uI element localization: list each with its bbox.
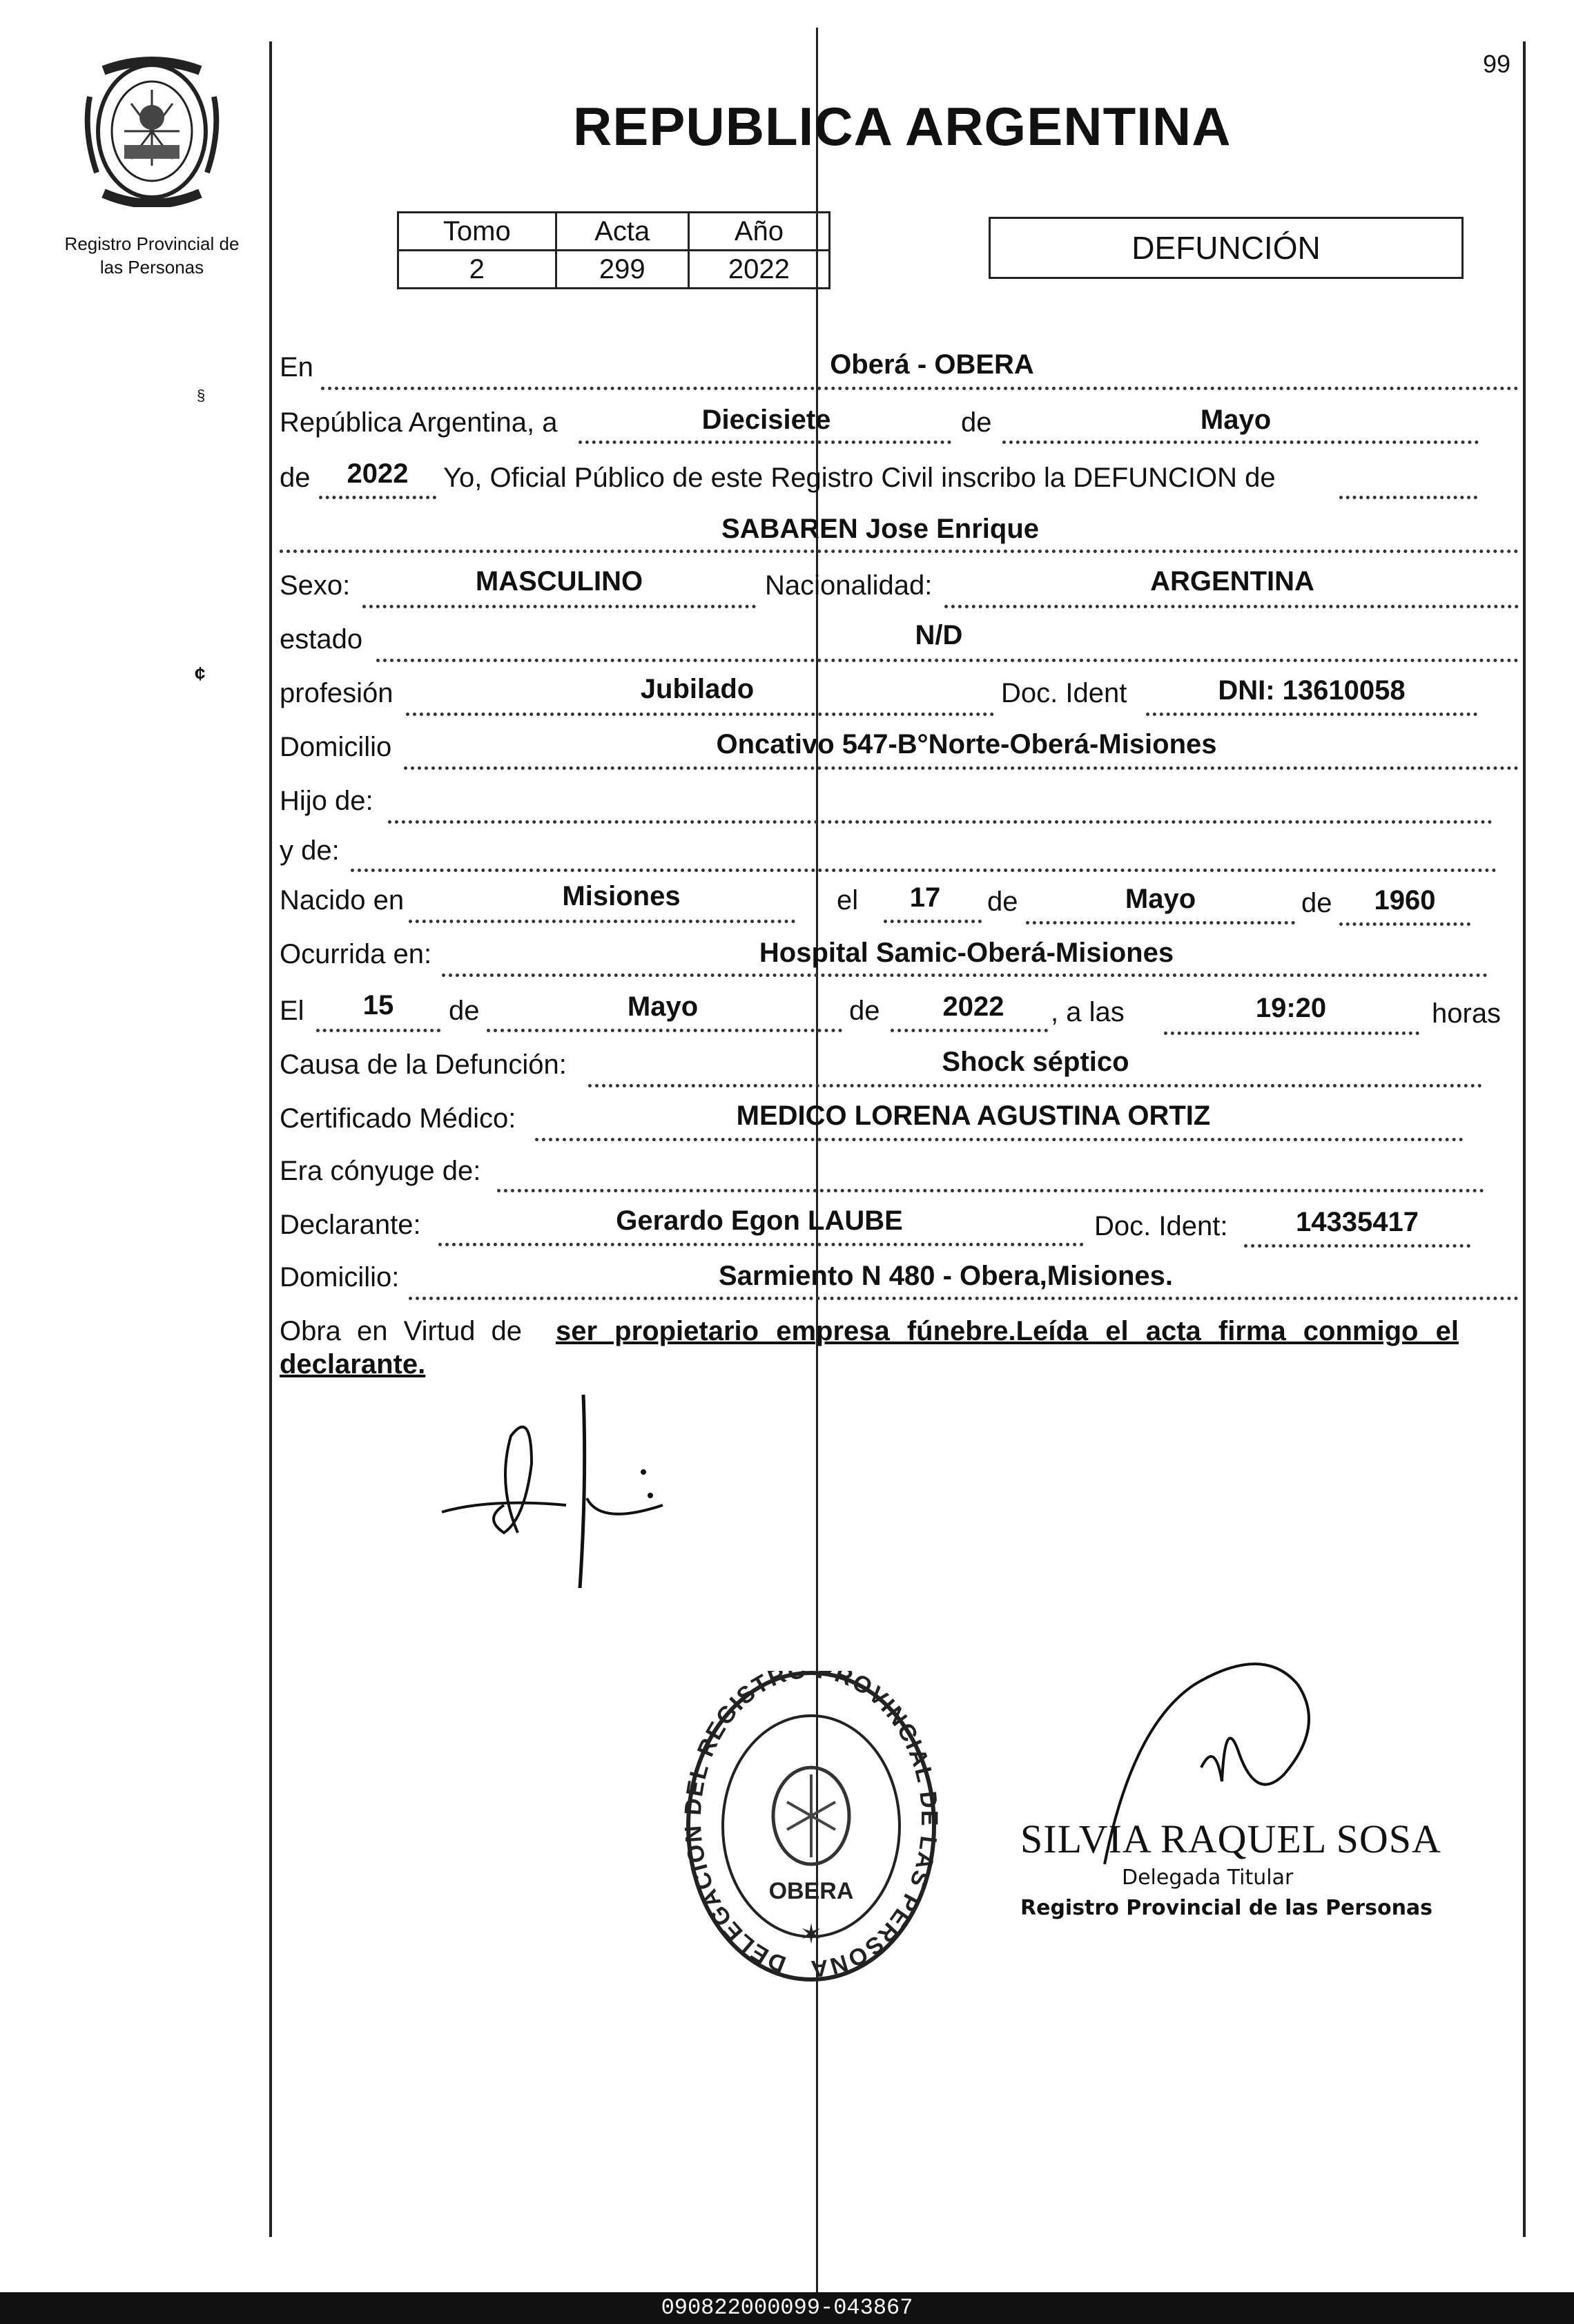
stamp-city: OBERA <box>768 1878 854 1904</box>
nacido-line <box>409 920 795 923</box>
nac-dia-value: 17 <box>909 882 941 913</box>
el2-label: El <box>280 996 304 1026</box>
svg-text:✶: ✶ <box>799 1919 823 1950</box>
obra-value: ser propietario empresa fúnebre.Leída el acta firma conmigo el <box>556 1316 1459 1346</box>
doc-label: Doc. Ident <box>1001 678 1127 708</box>
en-value: Oberá - OBERA <box>830 349 1034 380</box>
anio-line <box>319 496 436 499</box>
hora-line <box>1164 1032 1419 1035</box>
declarante-value: Gerardo Egon LAUBE <box>616 1205 903 1236</box>
mes-value: Mayo <box>1200 405 1272 435</box>
doc2-line <box>1244 1244 1470 1248</box>
nac-mes-value: Mayo <box>1125 884 1196 914</box>
obra-value-continued: declarante. <box>280 1349 426 1379</box>
hijo-label: Hijo de: <box>280 786 373 816</box>
sexo-label: Sexo: <box>280 570 351 601</box>
nac-anio-line <box>1339 922 1470 926</box>
el-label: el <box>837 885 859 916</box>
profesion-line <box>406 713 994 716</box>
margin-mark: § <box>197 387 206 404</box>
republica-label: República Argentina, a <box>280 407 558 438</box>
mes-line <box>1002 440 1479 444</box>
register-header-acta: Acta <box>556 213 688 251</box>
nacionalidad-value: ARGENTINA <box>1150 566 1314 597</box>
yde-label: y de: <box>280 835 340 866</box>
declarante-line <box>438 1243 1084 1246</box>
nacido-label: Nacido en <box>280 885 405 916</box>
nombre-line <box>280 550 1519 553</box>
causa-line <box>588 1084 1482 1087</box>
conyuge-label: Era cónyuge de: <box>280 1156 481 1186</box>
def-anio-value: 2022 <box>942 991 1004 1022</box>
registry-line-2: las Personas <box>99 257 204 278</box>
anio-value: 2022 <box>347 458 409 489</box>
stamp-icon <box>683 1671 939 1995</box>
de-label: de <box>961 407 992 438</box>
obra-label: Obra en Virtud de <box>280 1316 523 1346</box>
official-office: Registro Provincial de las Personas <box>1020 1896 1433 1920</box>
margin-mark: ¢ <box>195 663 206 684</box>
causa-value: Shock séptico <box>942 1047 1129 1077</box>
stamp-ring-text: DELEGACIO EL REGISTRO PROVINCIAL LAS PERSONA <box>683 1671 939 1982</box>
def-anio-line <box>891 1029 1048 1032</box>
def-de2-label: de <box>849 996 880 1026</box>
ocurrida-value: Hospital Samic-Oberá-Misiones <box>759 938 1174 968</box>
hora-value: 19:20 <box>1255 993 1327 1023</box>
def-dia-line <box>316 1029 440 1032</box>
doc2-label: Doc. Ident: <box>1094 1211 1228 1241</box>
domicilio2-line <box>409 1297 1519 1300</box>
register-table <box>397 211 830 289</box>
register-header-anio: Año <box>688 213 829 251</box>
nacionalidad-line <box>944 605 1519 608</box>
certificado-label: Certificado Médico: <box>280 1103 516 1134</box>
def-dia-value: 15 <box>362 990 394 1020</box>
profesion-value: Jubilado <box>640 674 755 704</box>
doc2-value: 14335417 <box>1296 1207 1419 1237</box>
estado-line <box>376 659 1519 662</box>
register-value-tomo: 2 <box>398 251 556 289</box>
hijo-line <box>388 820 1493 824</box>
register-value-anio: 2022 <box>688 251 829 289</box>
nacionalidad-label: Nacionalidad: <box>765 570 933 601</box>
yo-line <box>1339 496 1477 499</box>
declarante-label: Declarante: <box>280 1210 421 1240</box>
horas-label: horas <box>1432 998 1502 1029</box>
official-stamp <box>683 1671 939 1995</box>
page-number: 99 <box>1483 50 1511 78</box>
nacido-value: Misiones <box>562 881 681 911</box>
registry-label <box>41 232 262 279</box>
dia-line <box>579 440 951 444</box>
ocurrida-label: Ocurrida en: <box>280 939 432 969</box>
official-role: Delegada Titular <box>1122 1866 1294 1890</box>
right-margin-rule <box>1523 41 1526 2237</box>
yde-line <box>351 869 1497 872</box>
official-name: SILVIA RAQUEL SOSA <box>1020 1817 1441 1861</box>
declarant-signature <box>428 1381 677 1629</box>
domicilio2-label: Domicilio: <box>280 1262 400 1292</box>
province-seal-icon <box>76 55 228 207</box>
document-title: REPUBLICA ARGENTINA <box>573 96 1232 157</box>
ocurrida-line <box>442 974 1488 977</box>
register-header-tomo: Tomo <box>398 213 556 251</box>
def-mes-value: Mayo <box>627 991 699 1022</box>
domicilio-line <box>404 766 1519 770</box>
nac-anio-value: 1960 <box>1374 885 1436 916</box>
sexo-line <box>362 605 756 608</box>
profesion-label: profesión <box>280 678 394 708</box>
certificado-value: MEDICO LORENA AGUSTINA ORTIZ <box>736 1101 1211 1131</box>
en-line <box>321 387 1519 390</box>
doc-value: DNI: 13610058 <box>1218 675 1406 706</box>
act-type-box: DEFUNCIÓN <box>989 217 1464 279</box>
en-label: En <box>280 352 313 383</box>
estado-value: N/D <box>915 620 963 650</box>
nombre-value: SABAREN Jose Enrique <box>721 514 1040 544</box>
conyuge-line <box>497 1189 1484 1192</box>
domicilio2-value: Sarmiento N 480 - Obera,Misiones. <box>719 1261 1173 1291</box>
registry-line-1: Registro Provincial de <box>64 233 240 254</box>
sexo-value: MASCULINO <box>475 566 643 597</box>
certificado-line <box>535 1138 1464 1141</box>
def-mes-line <box>487 1029 842 1032</box>
doc-line <box>1146 713 1477 716</box>
yo-text: Yo, Oficial Público de este Registro Civil inscribo la DEFUNCION de <box>443 463 1276 493</box>
nac-de2-label: de <box>1301 888 1332 918</box>
domicilio-label: Domicilio <box>280 732 392 762</box>
nac-dia-line <box>884 920 982 923</box>
def-de1-label: de <box>449 996 480 1026</box>
nac-mes-line <box>1026 921 1295 924</box>
causa-label: Causa de la Defunción: <box>280 1049 567 1080</box>
nac-de1-label: de <box>987 887 1018 917</box>
dia-value: Diecisiete <box>701 405 831 435</box>
anio-label: de <box>280 463 311 493</box>
estado-label: estado <box>280 624 363 655</box>
left-margin-rule <box>269 41 272 2237</box>
domicilio-value: Oncativo 547-B°Norte-Oberá-Misiones <box>716 729 1217 759</box>
register-value-acta: 299 <box>556 251 688 289</box>
alas-label: , a las <box>1051 997 1125 1027</box>
province-seal <box>76 55 228 207</box>
footer-code: 090822000099-043867 <box>0 2292 1574 2324</box>
